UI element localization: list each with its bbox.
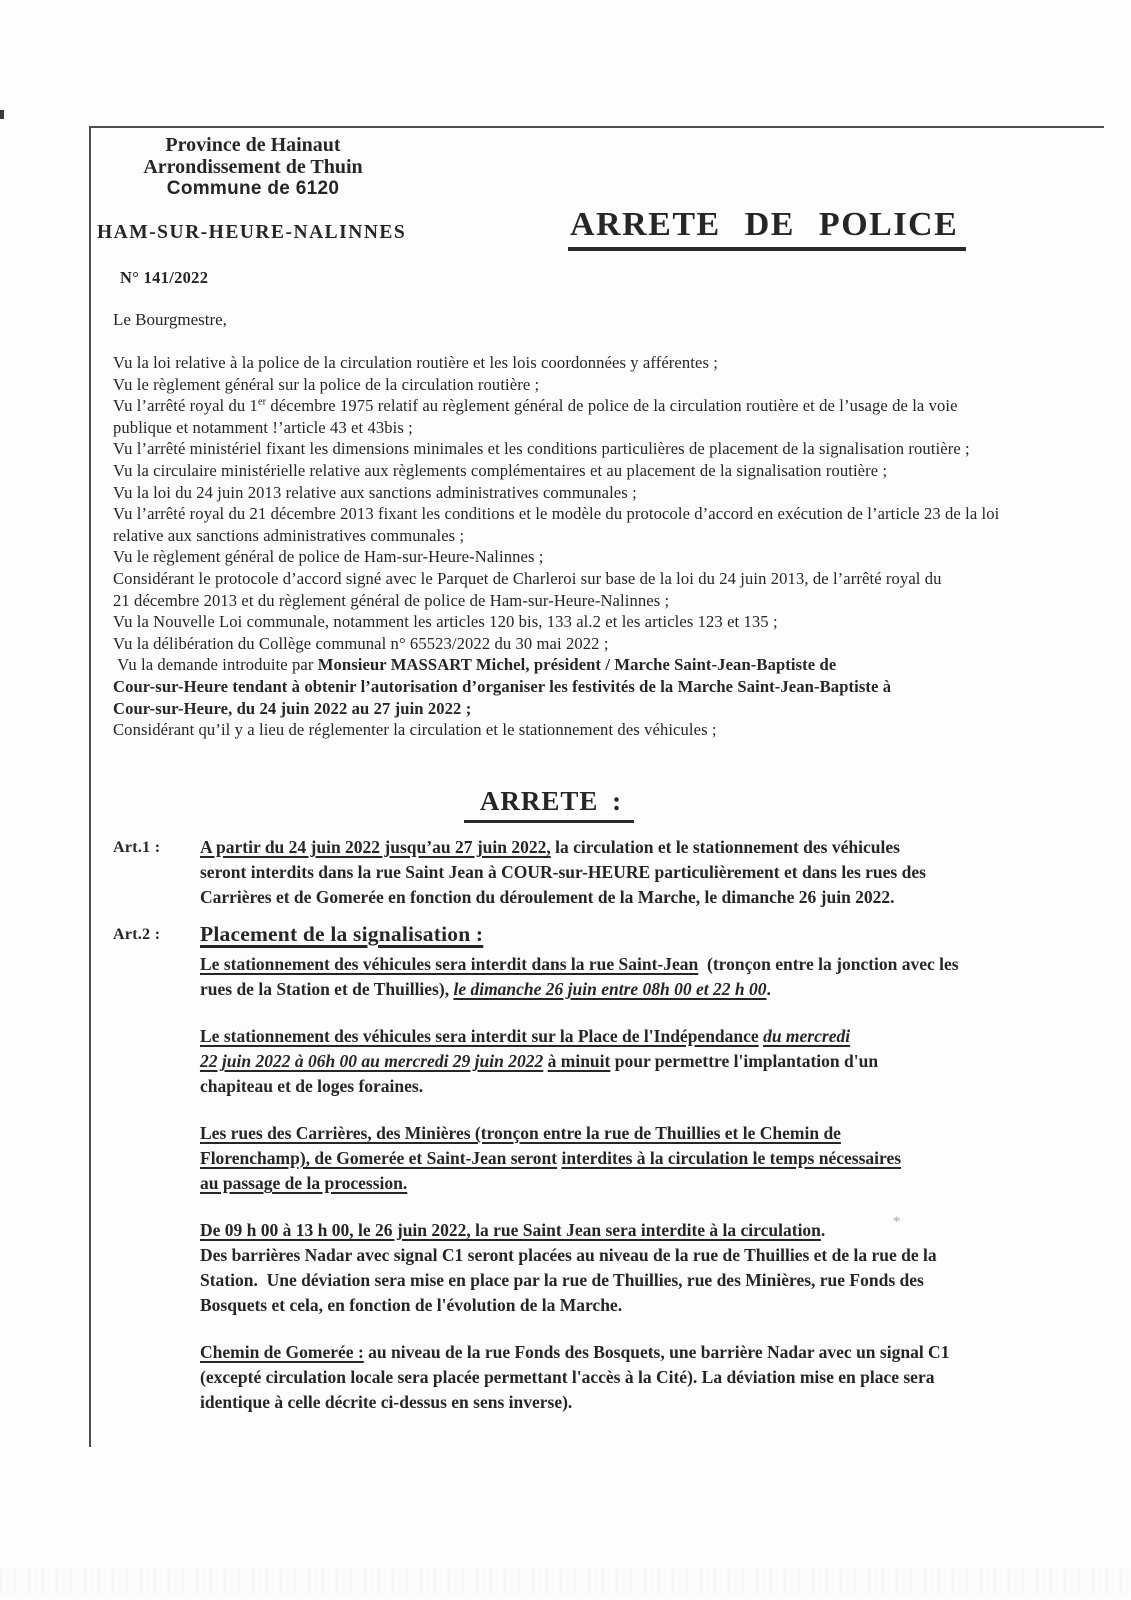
issuer-province: Province de Hainaut	[165, 134, 341, 156]
article-2-paragraph: De 09 h 00 à 13 h 00, le 26 juin 2022, la rue Saint Jean sera interdite à la circulation. Des barrières Nadar avec signal C1 seront placées au niveau de la rue de Thuillies et de la rue de la Station. Une déviation sera mise en place par la rue de Thuillies, rue des Minières, rue Fonds des Bosquets et cela, en fonction de l'évolution de la Marche.	[200, 1220, 937, 1315]
preamble-paragraph: Vu l’arrêté royal du 21 décembre 2013 fixant les conditions et le modèle du protocole d’accord en exécution de l’article 23 de la loi relative aux sanctions administratives communales ;	[113, 504, 1000, 545]
preamble-paragraph: Vu le règlement général sur la police de la circulation routière ;	[113, 374, 540, 394]
issuer-municipality: HAM-SUR-HEURE-NALINNES	[97, 222, 407, 243]
scan-speck-asterisk: *	[893, 1214, 901, 1230]
article-1	[113, 835, 1103, 910]
preamble-paragraph: Vu la demande introduite par Monsieur MASSART Michel, président / Marche Saint-Jean-Baptiste de Cour-sur-Heure tendant à obtenir l’autorisation d’organiser les festivités de la Marche Saint-Jean-Baptiste à Cour-sur-Heure, du 24 juin 2022 au 27 juin 2022 ;	[113, 655, 892, 718]
preamble-paragraph: Vu la circulaire ministérielle relative aux règlements complémentaires et au placement de la signalisation routière ;	[113, 460, 888, 480]
document-number: N° 141/2022	[120, 268, 209, 287]
issuer-commune: Commune de 6120	[166, 178, 340, 199]
preamble-paragraph: Vu l’arrêté ministériel fixant les dimensions minimales et les conditions particulières de placement de la signalisation routière ;	[113, 439, 970, 459]
article-1-paragraph: A partir du 24 juin 2022 jusqu’au 27 juin 2022, la circulation et le stationnement des véhicules seront interdits dans la rue Saint Jean à COUR-sur-HEURE particulièrement et dans les rues des Carrières et de Gomerée en fonction du déroulement de la Marche, le dimanche 26 juin 2022.	[200, 837, 926, 907]
preamble-paragraph: Vu la loi relative à la police de la circulation routière et les lois coordonnées y afférentes ;	[113, 353, 718, 372]
article-1-label: Art.1 :	[113, 839, 161, 856]
decree-heading	[113, 786, 985, 823]
salutation: Le Bourgmestre,	[113, 310, 227, 329]
page-frame-top-rule	[89, 126, 1104, 128]
articles-section	[113, 835, 1103, 1415]
preamble-paragraph: Vu la loi du 24 juin 2013 relative aux sanctions administratives communales ;	[113, 482, 637, 502]
article-2-paragraph: Le stationnement des véhicules sera interdit sur la Place de l'Indépendance du mercredi 22 juin 2022 à 06h 00 au mercredi 29 juin 2022 à minuit pour permettre l'implantation d'un chapiteau et de loges foraines.	[200, 1026, 879, 1096]
article-2-paragraph: Les rues des Carrières, des Minières (tronçon entre la rue de Thuillies et le Chemin de Florenchamp), de Gomerée et Saint-Jean seront interdites à la circulation le temps nécessaires au passage de la procession.	[200, 1123, 902, 1193]
document-title: ARRETE DE POLICE	[568, 206, 966, 251]
preamble-paragraph: Vu la Nouvelle Loi communale, notamment les articles 120 bis, 133 al.2 et les articles 123 et 135 ;	[113, 612, 778, 632]
preamble-paragraph: Considérant qu’il y a lieu de réglementer la circulation et le stationnement des véhicules ;	[113, 720, 717, 740]
article-1-body	[200, 835, 1103, 910]
article-2-label: Art.2 :	[113, 926, 161, 943]
article-2-paragraph: Le stationnement des véhicules sera interdit dans la rue Saint-Jean (tronçon entre la jonction avec les rues de la Station et de Thuillies), le dimanche 26 juin entre 08h 00 et 22 h 00.	[200, 954, 959, 999]
page-frame-left-rule	[89, 126, 91, 1447]
issuer-block	[97, 134, 409, 200]
scan-speck	[0, 110, 4, 119]
preamble-paragraph: Vu l’arrêté royal du 1er décembre 1975 relatif au règlement général de police de la circulation routière et de l’usage de la voie publique et notamment !’article 43 et 43bis ;	[113, 396, 958, 437]
scan-bottom-noise	[0, 1568, 1131, 1594]
preamble-paragraph: Considérant le protocole d’accord signé avec le Parquet de Charleroi sur base de la loi du 24 juin 2013, de l’arrêté royal du 21 décembre 2013 et du règlement général de police de Ham-sur-Heure-Nalinnes ;	[113, 568, 942, 610]
preamble-paragraph: Vu la délibération du Collège communal n° 65523/2022 du 30 mai 2022 ;	[113, 633, 609, 653]
preamble-paragraph: Vu le règlement général de police de Ham-sur-Heure-Nalinnes ;	[113, 547, 544, 567]
article-2-paragraph: Chemin de Gomerée : au niveau de la rue Fonds des Bosquets, une barrière Nadar avec un signal C1 (excepté circulation locale sera placée permettant l'accès à la Cité). La déviation mise en place sera identique à celle décrite ci-dessus en sens inverse).	[200, 1342, 950, 1412]
decree-heading-text: ARRETE :	[464, 786, 634, 823]
article-2	[113, 922, 1103, 1415]
article-2-body	[200, 922, 1103, 1415]
issuer-arrondissement: Arrondissement de Thuin	[143, 156, 363, 178]
article-2-title: Placement de la signalisation :	[200, 922, 484, 946]
preamble	[113, 352, 1103, 741]
article-2-paragraphs	[200, 952, 1103, 1415]
